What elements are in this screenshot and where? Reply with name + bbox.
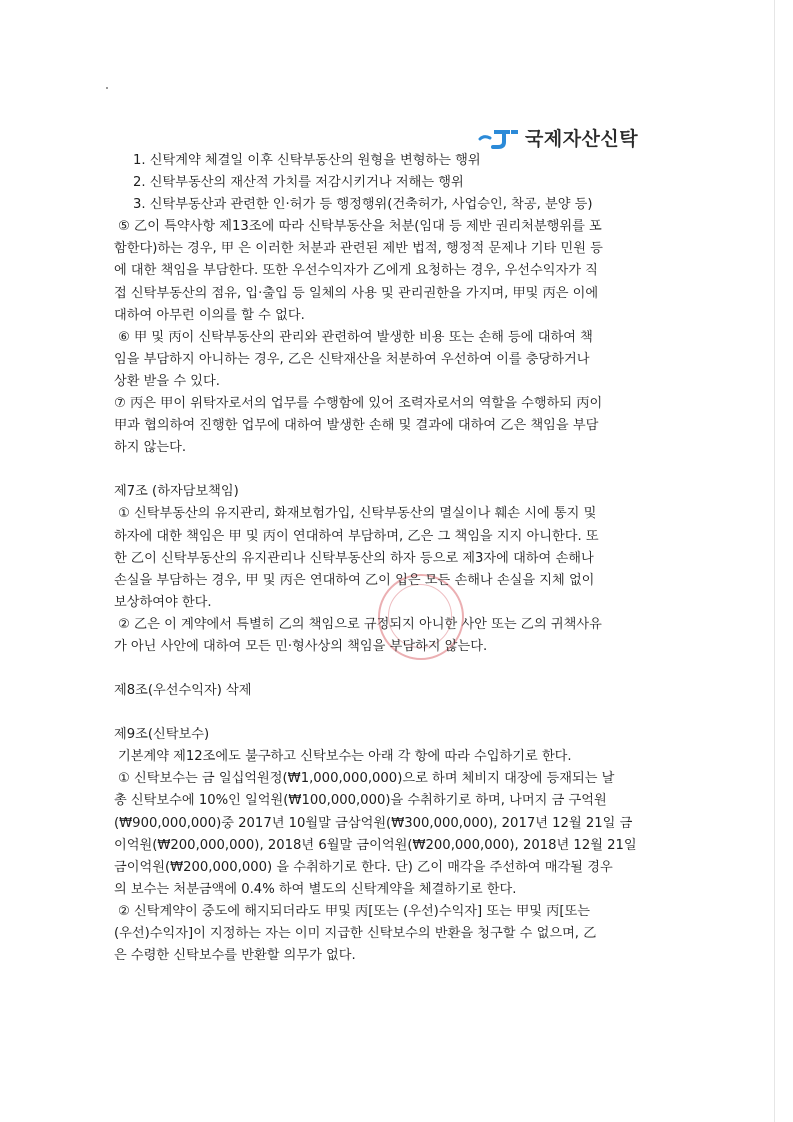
clause-7-line-1: ⑦ 丙은 甲이 위탁자로서의 업무를 수행함에 있어 조력자로서의 역할을 수행하되 丙이: [114, 396, 603, 412]
company-name: 국제자산신탁: [525, 128, 639, 150]
article-9-1-line-6: 의 보수는 처분금액에 0.4% 하여 별도의 신탁계약을 체결하기로 한다.: [114, 881, 517, 897]
article-9-1-line-3: (₩900,000,000)중 2017년 10월말 금삼억원(₩300,000,000), 2017년 12월 21일 금: [114, 815, 633, 831]
kukje-trust-logo-icon: [478, 127, 522, 149]
clause-7-line-3: 하지 않는다.: [114, 440, 187, 456]
contract-body: [114, 150, 674, 967]
article-7-2-line-2: 가 아닌 사안에 대하여 모든 민·형사상의 책임을 부담하지 않는다.: [114, 638, 488, 654]
clause-5-line-4: 접 신탁부동산의 점유, 입·출입 등 일체의 사용 및 관리권한을 가지며, 甲및 丙은 이에: [114, 285, 599, 301]
article-9-2-line-3: 은 수령한 신탁보수를 반환할 의무가 없다.: [114, 948, 356, 964]
page-edge-line: [774, 0, 775, 1122]
article-7-1-line-1: ① 신탁부동산의 유지관리, 화재보험가입, 신탁부동산의 멸실이나 훼손 시에 통지 및: [118, 506, 597, 522]
article-9-1-line-2: 총 신탁보수에 10%인 일억원(₩100,000,000)을 수취하기로 하며, 나머지 금 구억원: [114, 793, 607, 809]
scan-speck: [106, 87, 108, 89]
article-9-1-line-1: ① 신탁보수는 금 일십억원정(₩1,000,000,000)으로 하며 체비지 대장에 등재되는 날: [118, 771, 615, 787]
clause-5-line-3: 에 대한 책임을 부담한다. 또한 우선수익자가 乙에게 요청하는 경우, 우선수익자가 직: [114, 263, 598, 279]
clause-5-line-2: 함한다)하는 경우, 甲 은 이러한 처분과 관련된 제반 법적, 행정적 문제나 기타 민원 등: [114, 241, 603, 257]
item-1: 1. 신탁계약 체결일 이후 신탁부동산의 원형을 변형하는 행위: [133, 153, 481, 168]
article-9-1-line-4: 이억원(₩200,000,000), 2018년 6월말 금이억원(₩200,000,000), 2018년 12월 21일: [114, 837, 637, 853]
article-7-1-line-3: 한 乙이 신탁부동산의 유지관리나 신탁부동산의 하자 등으로 제3자에 대하여 손해나: [114, 550, 594, 566]
item-3: 3. 신탁부동산과 관련한 인·허가 등 행정행위(건축허가, 사업승인, 착공, 분양 등): [133, 197, 593, 213]
clause-5-line-5: 대하여 아무런 이의를 할 수 없다.: [114, 307, 305, 323]
clause-5-line-1: ⑤ 乙이 특약사항 제13조에 따라 신탁부동산을 처분(임대 등 제반 권리처분행위를 포: [118, 219, 602, 235]
article-9-intro: 기본계약 제12조에도 불구하고 신탁보수는 아래 각 항에 따라 수입하기로 한다.: [118, 749, 572, 765]
article-8-heading: 제8조(우선수익자) 삭제: [114, 683, 252, 699]
clause-6-line-2: 임을 부담하지 아니하는 경우, 乙은 신탁재산을 처분하여 우선하여 이를 충당하거나: [114, 351, 590, 367]
article-7-1-line-2: 하자에 대한 책임은 甲 및 丙이 연대하여 부담하며, 乙은 그 책임을 지지 아니한다. 또: [114, 528, 599, 544]
article-7-1-line-5: 보상하여야 한다.: [114, 594, 212, 610]
article-7-heading: 제7조 (하자담보책임): [114, 484, 239, 500]
article-9-2-line-2: (우선)수익자]이 지정하는 자는 이미 지급한 신탁보수의 반환을 청구할 수 없으며, 乙: [114, 926, 597, 941]
clause-6-line-3: 상환 받을 수 있다.: [114, 373, 220, 389]
article-9-1-line-5: 금이억원(₩200,000,000) 을 수취하기로 한다. 단) 乙이 매각을 주선하여 매각될 경우: [114, 859, 613, 875]
company-logo: [478, 124, 638, 151]
article-9-2-line-1: ② 신탁계약이 중도에 해지되더라도 甲및 丙[또는 (우선)수익자] 또는 甲및 丙[또는: [118, 903, 590, 919]
clause-7-line-2: 甲과 협의하여 진행한 업무에 대하여 발생한 손해 및 결과에 대하여 乙은 책임을 부담: [114, 418, 599, 434]
clause-6-line-1: ⑥ 甲 및 丙이 신탁부동산의 관리와 관련하여 발생한 비용 또는 손해 등에 대하여 책: [118, 329, 593, 345]
item-2: 2. 신탁부동산의 재산적 가치를 저감시키거나 저해는 행위: [133, 175, 464, 191]
article-9-heading: 제9조(신탁보수): [114, 727, 210, 743]
article-7-1-line-4: 손실을 부담하는 경우, 甲 및 丙은 연대하여 乙이 입은 모든 손해나 손실을 지체 없이: [114, 572, 595, 588]
article-7-2-line-1: ② 乙은 이 계약에서 특별히 乙의 책임으로 규정되지 아니한 사안 또는 乙의 귀책사유: [118, 616, 602, 632]
